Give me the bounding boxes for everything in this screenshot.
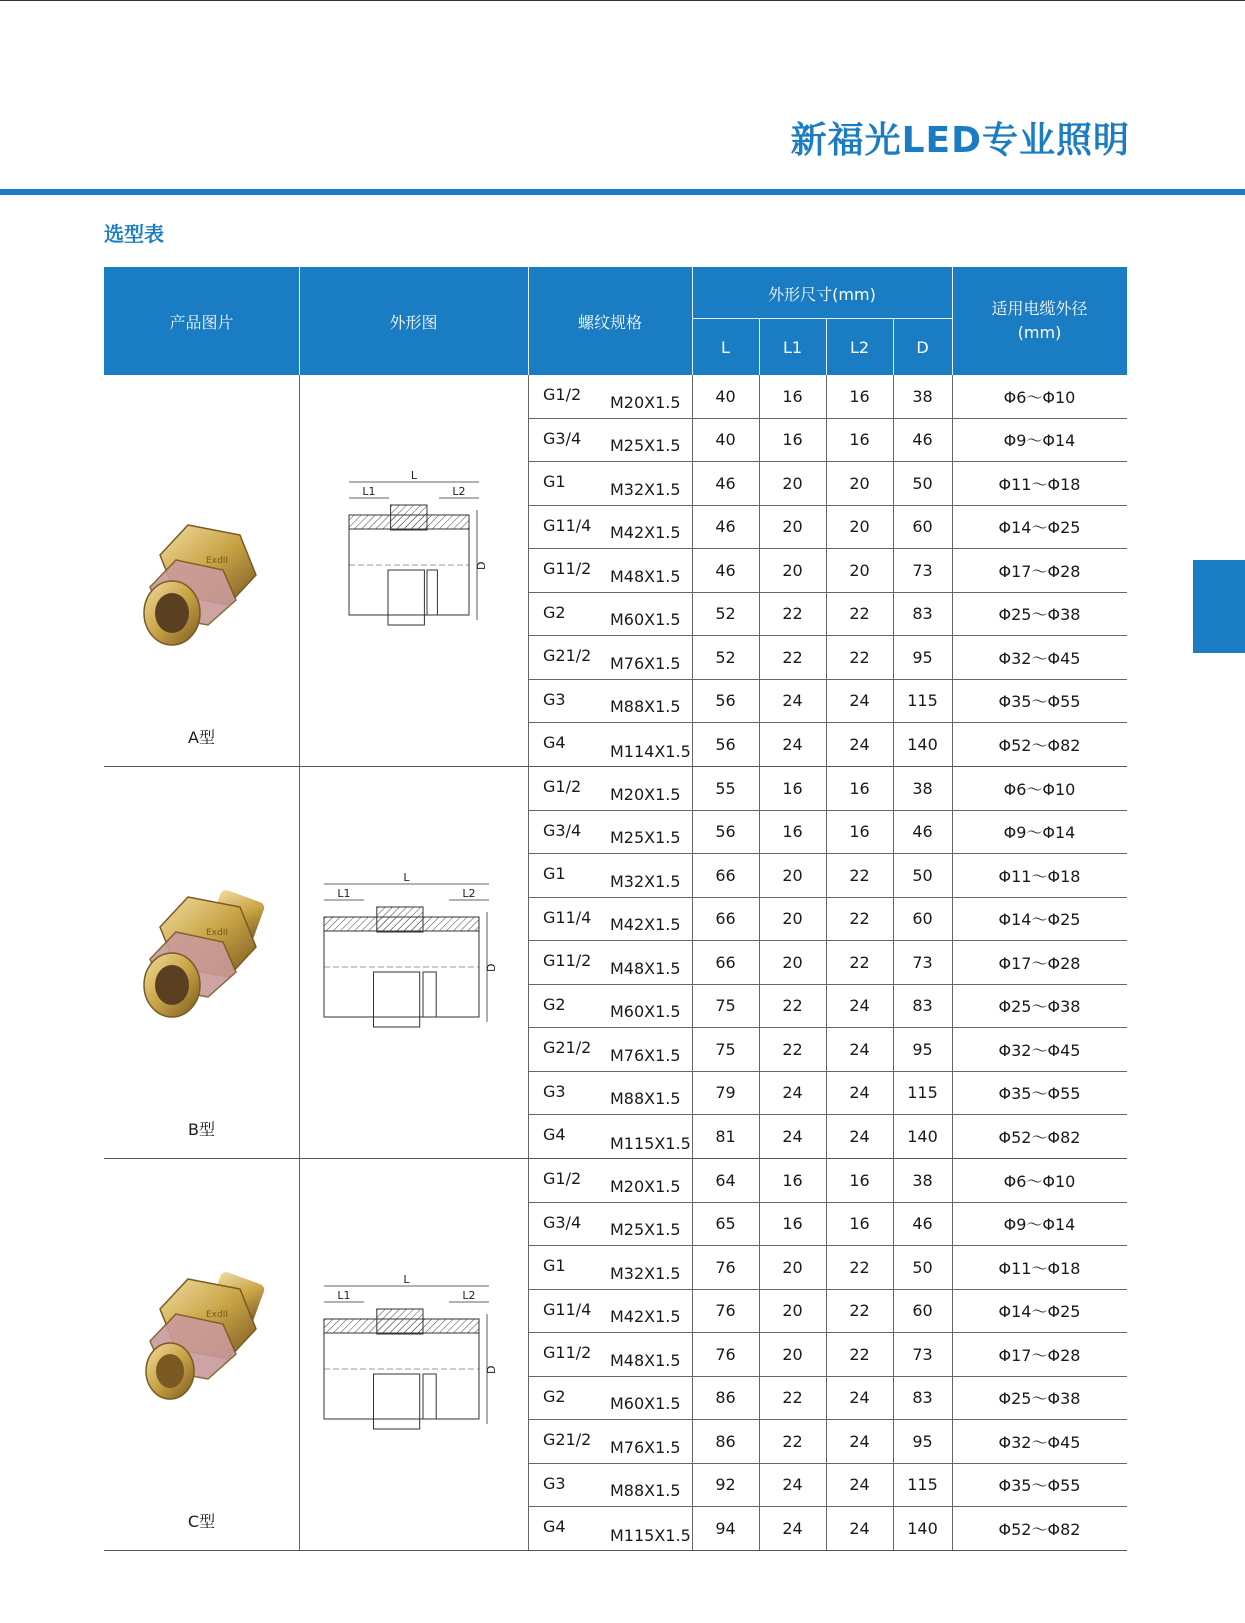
thread-g-cell: G1/2 [543,777,582,796]
l2-cell: 24 [849,1388,870,1408]
length-cell: 66 [715,952,736,972]
header-cable: 适用电缆外径 (mm) [991,299,1088,342]
l1-cell: 22 [782,1039,803,1059]
length-cell: 46 [715,560,736,580]
l2-cell: 22 [849,1344,870,1364]
cable-cell: Φ11～Φ18 [998,1258,1081,1278]
l1-cell: 22 [782,604,803,624]
thread-m-cell: M25X1.5 [610,436,681,455]
l1-cell: 24 [782,1083,803,1103]
svg-text:ExdII: ExdII [206,928,229,938]
diameter-cell: 38 [912,778,933,798]
brand-title: 新福光LED专业照明 [790,120,1130,161]
table-row [528,680,1127,724]
table-row [528,1203,1127,1247]
thread-m-cell: M88X1.5 [610,697,681,716]
dimension-drawing [314,1274,519,1449]
thread-m-cell: M25X1.5 [610,828,681,847]
cable-cell: Φ35～Φ55 [998,1476,1081,1496]
l2-cell: 22 [849,952,870,972]
l2-cell: 16 [849,1214,870,1234]
header-photo: 产品图片 [169,312,234,332]
cable-cell: Φ32～Φ45 [998,1432,1081,1452]
length-cell: 56 [715,691,736,711]
thread-g-cell: G11/2 [543,1343,592,1362]
header-L: L [721,337,730,357]
length-cell: 55 [715,778,736,798]
thread-g-cell: G3/4 [543,820,582,840]
header-L1: L1 [782,337,803,357]
table-row [528,985,1127,1029]
thread-g-cell: G3 [543,1473,566,1493]
thread-m-cell: M60X1.5 [610,610,681,629]
cable-cell: Φ17～Φ28 [998,1345,1081,1365]
product-photo [128,505,278,655]
thread-m-cell: M32X1.5 [610,1263,681,1283]
length-cell: 76 [715,1257,736,1277]
l2-cell: 20 [849,560,870,580]
l1-cell: 22 [782,1431,803,1451]
l2-cell: 24 [849,1039,870,1059]
diameter-cell: 73 [912,952,933,972]
header-D: D [916,337,929,357]
cable-cell: Φ11～Φ18 [998,474,1081,494]
table-row [528,898,1127,942]
thread-m-cell: M114X1.5 [610,741,691,761]
thread-g-cell: G11/4 [543,907,592,927]
length-cell: 75 [715,996,736,1016]
thread-m-cell: M42X1.5 [610,915,681,934]
table-row [528,1072,1127,1116]
thread-m-cell: M32X1.5 [610,479,681,499]
svg-text:L1: L1 [337,1289,351,1302]
diameter-cell: 95 [912,1431,933,1451]
l1-cell: 22 [782,1388,803,1408]
header-thread: 螺纹规格 [577,312,642,332]
thread-m-cell: M48X1.5 [610,566,681,586]
table-row [528,549,1127,593]
l1-cell: 16 [782,430,803,450]
l2-cell: 16 [849,822,870,842]
thread-m-cell: M20X1.5 [610,392,681,412]
length-cell: 66 [715,909,736,929]
type-label: B型 [188,1120,215,1139]
diameter-cell: 83 [912,996,933,1016]
length-cell: 64 [715,1170,736,1190]
svg-text:D: D [485,963,498,972]
diameter-cell: 95 [912,1039,933,1059]
thread-m-cell: M88X1.5 [610,1481,681,1500]
thread-m-cell: M42X1.5 [610,523,681,542]
l2-cell: 22 [849,647,870,667]
header-rule [0,189,1245,195]
l2-cell: 22 [849,909,870,929]
table-row [528,1333,1127,1377]
l1-cell: 22 [782,647,803,667]
thread-g-cell: G21/2 [543,1430,592,1449]
table-row [528,811,1127,855]
thread-m-cell: M42X1.5 [610,1307,681,1326]
length-cell: 52 [715,604,736,624]
thread-g-cell: G2 [543,1386,566,1406]
length-cell: 65 [715,1214,736,1234]
thread-m-cell: M20X1.5 [610,1176,681,1196]
l2-cell: 22 [849,1301,870,1321]
cable-cell: Φ14～Φ25 [998,1302,1081,1322]
thread-m-cell: M60X1.5 [610,1002,681,1021]
l1-cell: 16 [782,1214,803,1234]
l1-cell: 24 [782,735,803,755]
thread-m-cell: M60X1.5 [610,1394,681,1413]
diameter-cell: 83 [912,604,933,624]
column-divider [299,767,300,1158]
l2-cell: 22 [849,1257,870,1277]
l2-cell: 16 [849,1170,870,1190]
header-dims: 外形尺寸(mm) [768,284,876,304]
cable-cell: Φ9～Φ14 [1003,431,1076,451]
length-cell: 92 [715,1475,736,1495]
cable-cell: Φ11～Φ18 [998,866,1081,886]
cable-cell: Φ6～Φ10 [1003,387,1076,407]
svg-text:D: D [475,561,488,570]
table-row [528,1246,1127,1290]
diameter-cell: 140 [907,1519,938,1539]
svg-text:L2: L2 [462,887,476,900]
table-row [528,1290,1127,1334]
length-cell: 86 [715,1388,736,1408]
cable-cell: Φ17～Φ28 [998,561,1081,581]
selection-table [104,267,1127,1551]
l1-cell: 20 [782,865,803,885]
length-cell: 52 [715,647,736,667]
table-row [528,419,1127,463]
thread-g-cell: G4 [543,733,566,752]
thread-g-cell: G3/4 [543,428,582,448]
thread-g-cell: G21/2 [543,646,592,665]
thread-g-cell: G1 [543,472,566,491]
column-divider [299,375,300,766]
diameter-cell: 60 [912,909,933,929]
length-cell: 66 [715,865,736,885]
product-group [104,767,1127,1159]
l1-cell: 20 [782,1344,803,1364]
thread-g-cell: G11/4 [543,515,592,535]
l2-cell: 24 [849,735,870,755]
table-row [528,1159,1127,1203]
table-row [528,1507,1127,1551]
type-label: A型 [188,728,215,747]
thread-g-cell: G3 [543,689,566,709]
cable-cell: Φ32～Φ45 [998,1040,1081,1060]
svg-text:L2: L2 [462,1289,476,1302]
l1-cell: 16 [782,386,803,406]
diameter-cell: 140 [907,1127,938,1147]
dimension-drawing [314,872,519,1047]
product-photo [128,877,278,1027]
svg-text:D: D [485,1365,498,1374]
thread-g-cell: G1 [543,1256,566,1275]
header-drawing: 外形图 [389,312,438,332]
cable-cell: Φ35～Φ55 [998,692,1081,712]
table-header [104,267,1127,375]
cable-cell: Φ52～Φ82 [998,1520,1081,1540]
l2-cell: 24 [849,1083,870,1103]
svg-text:L1: L1 [337,887,351,900]
l1-cell: 16 [782,822,803,842]
thread-m-cell: M76X1.5 [610,1437,681,1457]
table-row [528,1464,1127,1508]
diameter-cell: 50 [912,473,933,493]
side-tab [1193,560,1245,653]
thread-g-cell: G4 [543,1517,566,1536]
cable-cell: Φ52～Φ82 [998,1128,1081,1148]
length-cell: 76 [715,1344,736,1364]
length-cell: 46 [715,517,736,537]
l1-cell: 22 [782,996,803,1016]
cable-cell: Φ9～Φ14 [1003,823,1076,843]
l2-cell: 24 [849,1475,870,1495]
svg-text:L: L [410,470,418,482]
thread-g-cell: G2 [543,602,566,622]
l1-cell: 20 [782,473,803,493]
length-cell: 75 [715,1039,736,1059]
l2-cell: 22 [849,865,870,885]
table-row [528,1028,1127,1072]
thread-g-cell: G1 [543,864,566,883]
svg-text:L: L [403,1274,410,1286]
thread-g-cell: G1/2 [543,1169,582,1188]
diameter-cell: 83 [912,1388,933,1408]
length-cell: 40 [715,430,736,450]
l2-cell: 16 [849,778,870,798]
l1-cell: 24 [782,691,803,711]
l1-cell: 20 [782,952,803,972]
l2-cell: 22 [849,604,870,624]
thread-g-cell: G4 [543,1125,566,1144]
l1-cell: 20 [782,517,803,537]
thread-g-cell: G3/4 [543,1212,582,1232]
diameter-cell: 115 [907,1083,938,1103]
length-cell: 79 [715,1083,736,1103]
type-label: C型 [187,1512,216,1531]
l1-cell: 24 [782,1475,803,1495]
cable-cell: Φ6～Φ10 [1003,1171,1076,1191]
thread-g-cell: G11/2 [543,951,592,970]
svg-text:L2: L2 [452,485,466,498]
cable-cell: Φ14～Φ25 [998,518,1081,538]
length-cell: 46 [715,473,736,493]
cable-cell: Φ35～Φ55 [998,1084,1081,1104]
cable-cell: Φ32～Φ45 [998,648,1081,668]
table-row [528,506,1127,550]
table-row [528,767,1127,811]
cable-cell: Φ25～Φ38 [998,997,1081,1017]
l2-cell: 24 [849,1431,870,1451]
thread-m-cell: M76X1.5 [610,653,681,673]
l1-cell: 20 [782,1301,803,1321]
table-row [528,462,1127,506]
table-row [528,723,1127,767]
diameter-cell: 115 [907,1475,938,1495]
l2-cell: 24 [849,1519,870,1539]
l1-cell: 16 [782,1170,803,1190]
thread-m-cell: M32X1.5 [610,871,681,891]
diameter-cell: 46 [912,822,933,842]
length-cell: 86 [715,1431,736,1451]
thread-m-cell: M20X1.5 [610,784,681,804]
thread-m-cell: M25X1.5 [610,1220,681,1239]
diameter-cell: 95 [912,647,933,667]
l2-cell: 24 [849,1127,870,1147]
cable-cell: Φ6～Φ10 [1003,779,1076,799]
thread-m-cell: M48X1.5 [610,1350,681,1370]
l1-cell: 24 [782,1519,803,1539]
table-row [528,1115,1127,1159]
svg-text:ExdII: ExdII [206,556,229,566]
diameter-cell: 38 [912,1170,933,1190]
thread-g-cell: G11/4 [543,1299,592,1319]
diameter-cell: 73 [912,560,933,580]
table-row [528,1377,1127,1421]
cable-cell: Φ52～Φ82 [998,736,1081,756]
cable-cell: Φ14～Φ25 [998,910,1081,930]
page-top-border [0,0,1245,1]
l2-cell: 20 [849,517,870,537]
l1-cell: 24 [782,1127,803,1147]
l2-cell: 20 [849,473,870,493]
diameter-cell: 38 [912,386,933,406]
thread-m-cell: M48X1.5 [610,958,681,978]
thread-m-cell: M76X1.5 [610,1045,681,1065]
length-cell: 56 [715,735,736,755]
diameter-cell: 50 [912,865,933,885]
table-row [528,375,1127,419]
table-row [528,636,1127,680]
l1-cell: 20 [782,1257,803,1277]
table-row [528,854,1127,898]
l1-cell: 20 [782,909,803,929]
length-cell: 40 [715,386,736,406]
diameter-cell: 50 [912,1257,933,1277]
l2-cell: 24 [849,691,870,711]
thread-g-cell: G11/2 [543,559,592,578]
table-body [104,375,1127,1551]
product-photo [128,1259,278,1409]
thread-g-cell: G2 [543,994,566,1014]
thread-g-cell: G3 [543,1081,566,1101]
cable-cell: Φ17～Φ28 [998,953,1081,973]
l2-cell: 24 [849,996,870,1016]
diameter-cell: 140 [907,735,938,755]
svg-text:ExdII: ExdII [206,1310,229,1320]
cable-cell: Φ25～Φ38 [998,605,1081,625]
cable-cell: Φ25～Φ38 [998,1389,1081,1409]
l2-cell: 16 [849,386,870,406]
l1-cell: 20 [782,560,803,580]
thread-m-cell: M115X1.5 [610,1133,691,1153]
thread-g-cell: G21/2 [543,1038,592,1057]
header-L2: L2 [849,337,870,357]
length-cell: 81 [715,1127,736,1147]
table-row [528,941,1127,985]
column-divider [299,1159,300,1550]
diameter-cell: 60 [912,517,933,537]
l1-cell: 16 [782,778,803,798]
thread-g-cell: G1/2 [543,385,582,404]
thread-m-cell: M88X1.5 [610,1089,681,1108]
table-row [528,1420,1127,1464]
product-group [104,375,1127,767]
diameter-cell: 115 [907,691,938,711]
diameter-cell: 46 [912,430,933,450]
diameter-cell: 60 [912,1301,933,1321]
cable-cell: Φ9～Φ14 [1003,1215,1076,1235]
product-group [104,1159,1127,1551]
l2-cell: 16 [849,430,870,450]
thread-m-cell: M115X1.5 [610,1525,691,1545]
length-cell: 76 [715,1301,736,1321]
svg-text:L: L [403,872,410,884]
length-cell: 56 [715,822,736,842]
diameter-cell: 46 [912,1214,933,1234]
dimension-drawing [314,470,519,645]
diameter-cell: 73 [912,1344,933,1364]
section-title: 选型表 [104,222,164,246]
table-row [528,593,1127,637]
svg-text:L1: L1 [362,485,376,498]
length-cell: 94 [715,1519,736,1539]
